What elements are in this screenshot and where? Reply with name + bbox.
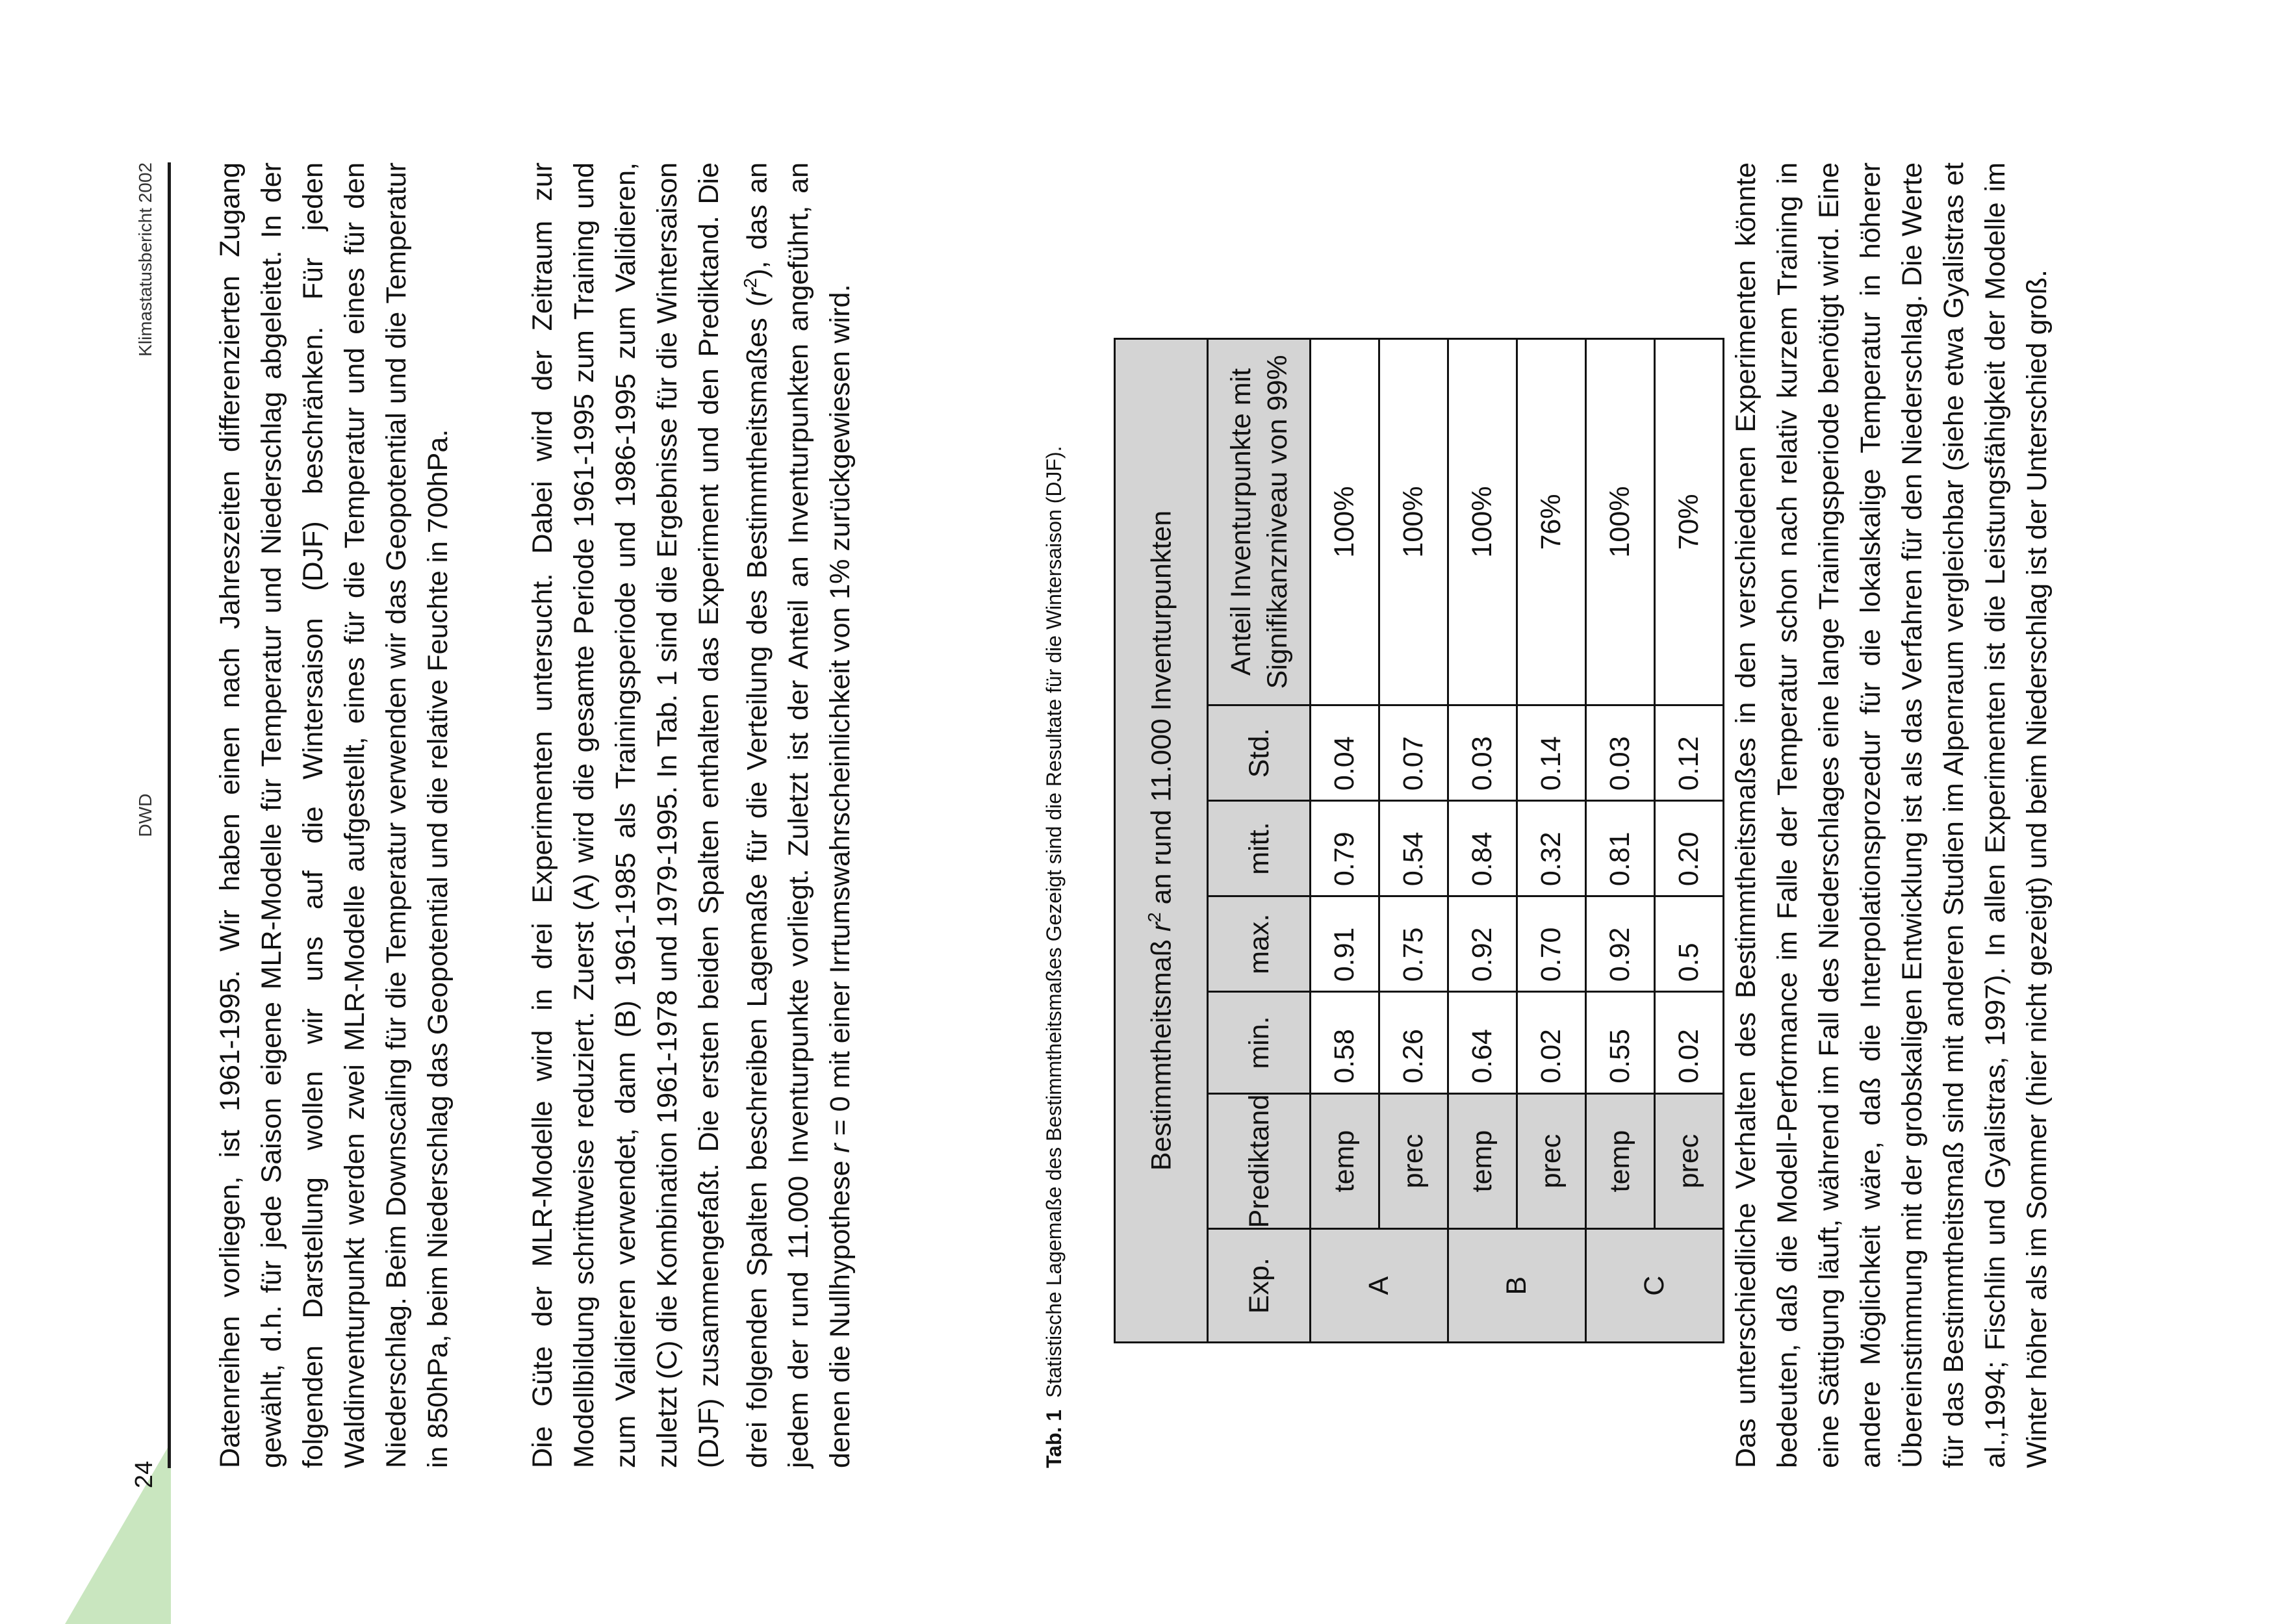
cell-min: 0.02 (1655, 992, 1724, 1094)
symbol-r: r (825, 1143, 856, 1153)
cell-std: 0.14 (1517, 705, 1586, 800)
cell-std: 0.03 (1586, 705, 1655, 800)
cell-exp: A (1311, 1229, 1448, 1343)
col-header-exp: Exp. (1208, 1229, 1311, 1343)
cell-anteil: 70% (1655, 339, 1724, 705)
cell-exp: C (1586, 1229, 1724, 1343)
cell-std: 0.12 (1655, 705, 1724, 800)
cell-std: 0.07 (1379, 705, 1448, 800)
cell-prediktand: prec (1655, 1093, 1724, 1229)
cell-mitt: 0.54 (1379, 801, 1448, 896)
cell-anteil: 76% (1517, 339, 1586, 705)
header-title: Klimastatusbericht 2002 (135, 162, 155, 357)
page-number: 24 (131, 1460, 158, 1489)
results-table (1114, 338, 1724, 1343)
cell-mitt: 0.32 (1517, 801, 1586, 896)
cell-prediktand: prec (1379, 1093, 1448, 1229)
table-row (1586, 339, 1655, 1343)
cell-mitt: 0.20 (1655, 801, 1724, 896)
cell-min: 0.55 (1586, 992, 1655, 1094)
cell-min: 0.58 (1311, 992, 1379, 1094)
cell-anteil: 100% (1448, 339, 1517, 705)
caption-text: Statistische Lagemaße des Bestimmtheitsmaßes Gezeigt sind die Resultate für die Wintersaison (DJF). (1042, 446, 1066, 1398)
cell-max: 0.92 (1448, 896, 1517, 992)
table-caption (1040, 162, 1068, 1468)
caption-label: Tab. 1 (1042, 1409, 1066, 1468)
cell-prediktand: prec (1517, 1093, 1586, 1229)
paragraph-text: Die Güte der MLR-Modelle wird in drei Experimenten untersucht. Dabei wird der Zeitraum zur Modellbildung schrittweise reduziert. Zuerst (A) wird die gesamte Periode 1961-1995 zum Training und zum Validieren verwendet, dann (B) 1961-1985 als Trainingsperiode und 1986-1995 zum Validieren, zuletzt (C) die Kombination 1961-1978 und 1979-1995. In Tab. 1 sind die Ergebnisse für die Wintersaison (DJF) zusammengefaßt. Die ersten beiden Spalten enthalten das Experiment und den Prediktand. Die drei folgenden Spalten beschreiben Lagemaße für die Verteilung des Bestimmtheitsmaßes ( (527, 162, 773, 1468)
cell-max: 0.75 (1379, 896, 1448, 992)
cell-max: 0.92 (1586, 896, 1655, 992)
cell-prediktand: temp (1586, 1093, 1655, 1229)
cell-mitt: 0.81 (1586, 801, 1655, 896)
header-publisher: DWD (135, 793, 155, 837)
cell-mitt: 0.84 (1448, 801, 1517, 896)
cell-anteil: 100% (1311, 339, 1379, 705)
table-row (1517, 339, 1586, 1343)
page-header (127, 162, 171, 1468)
cell-min: 0.02 (1517, 992, 1586, 1094)
col-header-min: min. (1208, 992, 1311, 1094)
paragraph-intro: Datenreihen vorliegen, ist 1961-1995. Wir haben einen nach Jahreszeiten differenzierten Zugang gewählt, d.h. für jede Saison eigene MLR-Modelle für Temperatur und Niederschlag abgeleitet. In der folgenden Darstellung wollen wir uns auf die Wintersaison (DJF) beschränken. Für jeden Waldinventurpunkt werden zwei MLR-Modelle aufgestellt, eines für die Temperatur und eines für den Niederschlag. Beim Downscaling für die Temperatur verwenden wir das Geopotential und die Temperatur in 850hPa, beim Niederschlag das Geopotential und die relative Feuchte in 700hPa. (214, 162, 454, 1468)
cell-anteil: 100% (1586, 339, 1655, 705)
title-text: an rund 11.000 Inventurpunkten (1146, 510, 1177, 913)
cell-exp: B (1448, 1229, 1586, 1343)
cell-min: 0.26 (1379, 992, 1448, 1094)
cell-max: 0.70 (1517, 896, 1586, 992)
header-line: Signifikanzniveau von 99% (1261, 355, 1293, 689)
cell-std: 0.04 (1311, 705, 1379, 800)
symbol-r: r (741, 288, 773, 298)
paragraph-text: = 0 mit einer Irrtumswahrscheinlichkeit von 1% zurückgewiesen wird. (825, 284, 856, 1144)
paragraph-text: ), das an jedem der rund 11.000 Inventurpunkte vorliegt. Zuletzt ist der Anteil an Inventurpunkten angeführt, an denen die Nullhypothese (741, 162, 856, 1468)
superscript: 2 (1144, 912, 1165, 922)
cell-anteil: 100% (1379, 339, 1448, 705)
table-row (1655, 339, 1724, 1343)
table-row (1448, 339, 1517, 1343)
table-row (1311, 339, 1379, 1343)
cell-prediktand: temp (1448, 1093, 1517, 1229)
paragraph-discussion: Das unterschiedliche Verhalten des Bestimmtheitsmaßes in den verschiedenen Experimenten könnte bedeuten, daß die Modell-Performance im Falle der Temperatur schon nach relativ kurzem Training in eine Sättigung läuft, während im Fall des Niederschlages eine lange Trainingsperiode benötigt wird. Eine andere Möglichkeit wäre, daß die Interpolationsprozedur für die lokalskalige Temperatur in höherer Übereinstimmung mit der grobskaligen Entwicklung ist als das Verfahren für den Niederschlag. Die Werte für das Bestimmtheitsmaß sind mit anderen Studien im Alpenraum vergleichbar (siehe etwa Gyalistras et al.,1994; Fischlin und Gyalistras, 1997). In allen Experimenten ist die Leistungsfähigkeit der Modelle im Winter höher als im Sommer (hier nicht gezeigt) und beim Niederschlag ist der Unterschied groß. (1730, 162, 2053, 1468)
cell-max: 0.91 (1311, 896, 1379, 992)
col-header-max: max. (1208, 896, 1311, 992)
header-line: Anteil Inventurpunkte mit (1225, 368, 1257, 676)
table-title (1115, 339, 1208, 1343)
cell-max: 0.5 (1655, 896, 1724, 992)
col-header-prediktand: Prediktand (1208, 1093, 1311, 1229)
cell-min: 0.64 (1448, 992, 1517, 1094)
col-header-anteil (1208, 339, 1311, 705)
cell-mitt: 0.79 (1311, 801, 1379, 896)
col-header-mitt: mitt. (1208, 801, 1311, 896)
symbol-r: r (1146, 922, 1177, 932)
col-header-std: Std. (1208, 705, 1311, 800)
superscript: 2 (740, 277, 760, 288)
title-text: Bestimmtheitsmaß (1146, 932, 1177, 1171)
cell-prediktand: temp (1311, 1093, 1379, 1229)
table-row (1379, 339, 1448, 1343)
cell-std: 0.03 (1448, 705, 1517, 800)
paragraph-experiments (522, 162, 861, 1468)
